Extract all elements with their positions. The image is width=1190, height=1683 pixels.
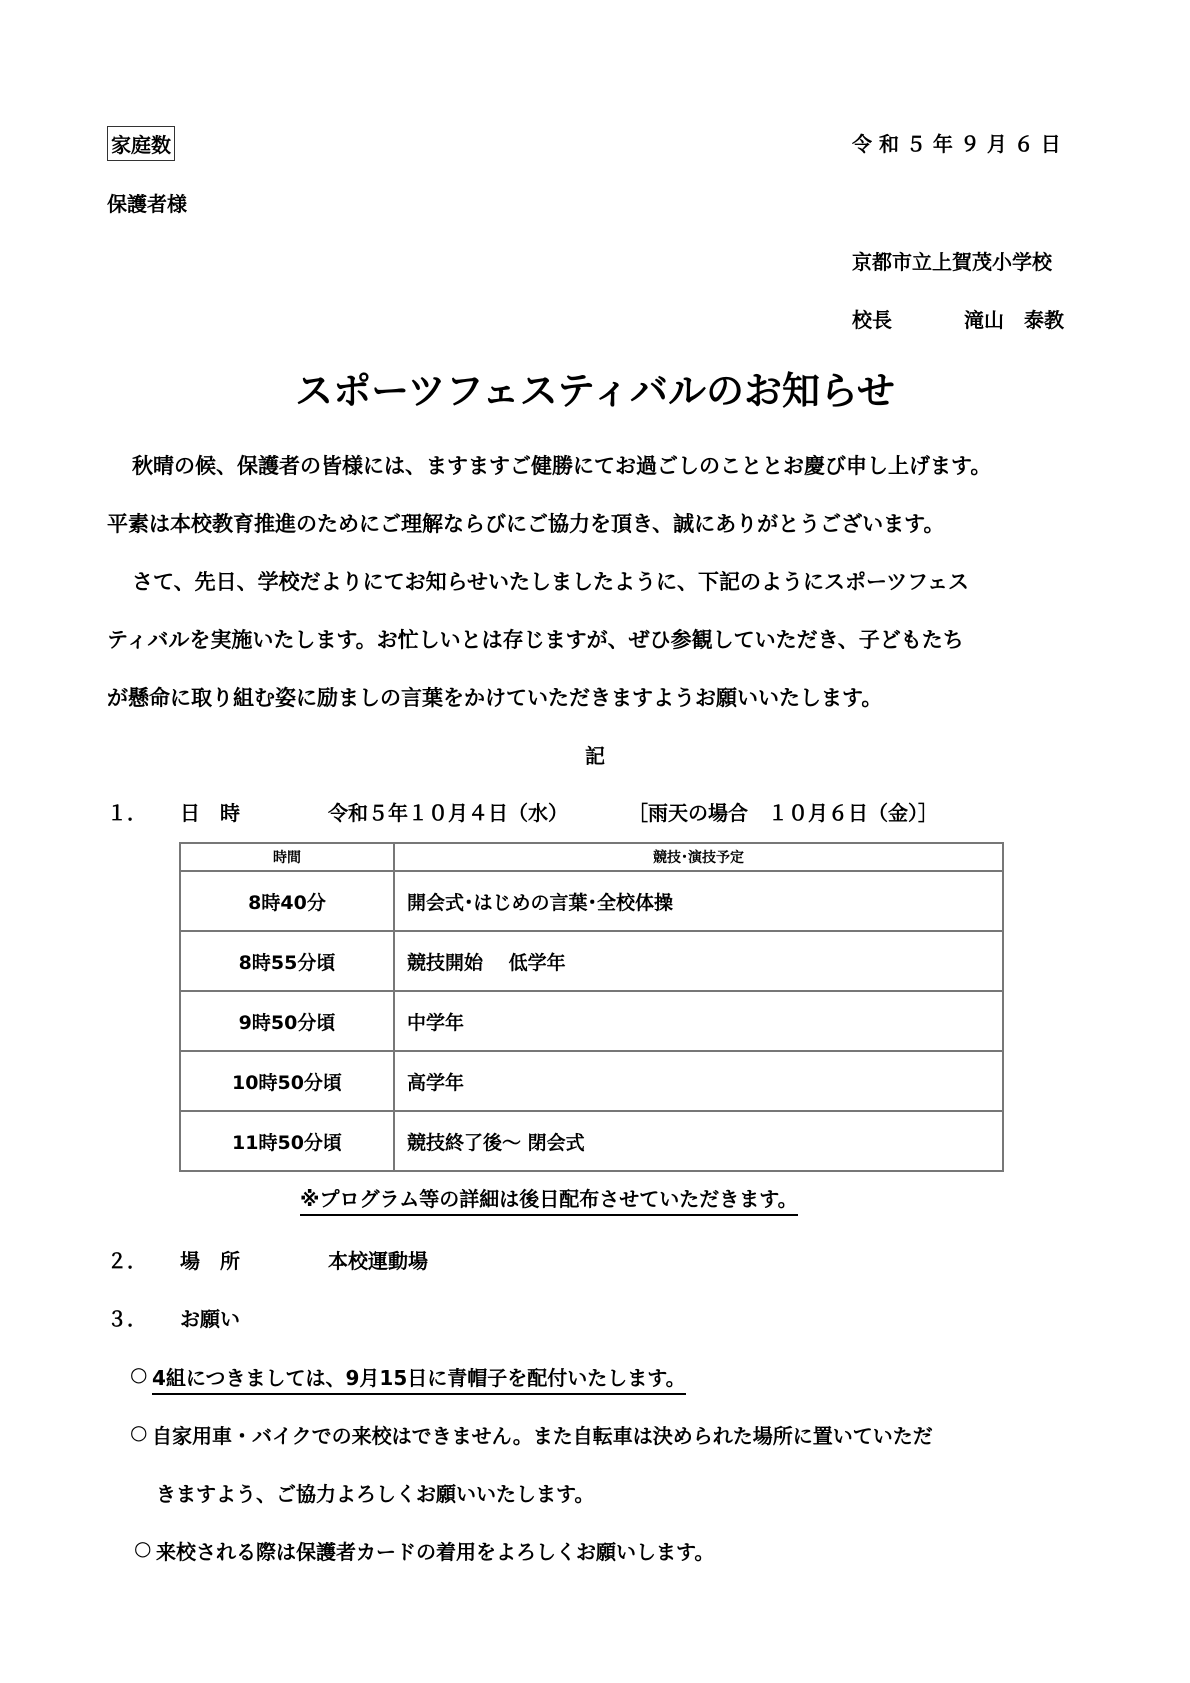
table-row: [180, 1111, 1003, 1171]
section2-value: 本校運動場: [328, 1249, 428, 1273]
principal-title: 校長: [852, 308, 892, 332]
row-program: 競技開始 低学年: [394, 931, 1003, 991]
section1-number: １．: [107, 801, 147, 825]
header-program: 競技･演技予定: [394, 843, 1003, 871]
program-note: ※プログラム等の詳細は後日配布させていただきます。: [300, 1183, 798, 1216]
request-item: 来校される際は保護者カードの着用をよろしくお願いします。: [156, 1540, 715, 1564]
row-program: 開会式･はじめの言葉･全校体操: [394, 871, 1003, 931]
table-row: [180, 871, 1003, 931]
principal-name: 滝山 泰教: [964, 308, 1064, 332]
ki-mark: 記: [585, 744, 605, 768]
body-line: が懸命に取り組む姿に励ましの言葉をかけていただきますようお願いいたします。: [107, 686, 883, 710]
section2-number: ２．: [107, 1249, 147, 1273]
body-line: さて、先日、学校だよりにてお知らせいたしましたように、下記のようにスポーツフェス: [132, 570, 970, 594]
circle-bullet-icon: ○: [130, 1362, 148, 1386]
header-time: 時間: [180, 843, 394, 871]
body-line: ティバルを実施いたします。お忙しいとは存じますが、ぜひ参観していただき、子どもたち: [107, 628, 964, 652]
row-program: 競技終了後～ 閉会式: [394, 1111, 1003, 1171]
request-item: 自家用車・バイクでの来校はできません。また自転車は決められた場所に置いていただ: [152, 1424, 933, 1448]
table-header-row: [180, 843, 1003, 871]
row-time: 11時50分頃: [180, 1111, 394, 1171]
section3-label: お願い: [180, 1307, 240, 1331]
request-item: 4組につきましては、9月15日に青帽子を配付いたします。: [152, 1362, 686, 1395]
school-name: 京都市立上賀茂小学校: [852, 250, 1052, 274]
section1-date: 令和５年１０月４日（水）: [328, 801, 568, 825]
recipient: 保護者様: [107, 192, 187, 216]
section2-label: 場 所: [180, 1249, 240, 1273]
row-program: 高学年: [394, 1051, 1003, 1111]
page-title: スポーツフェスティバルのお知らせ: [295, 369, 895, 413]
table-row: [180, 1051, 1003, 1111]
table-row: [180, 931, 1003, 991]
request-item-continued: きますよう、ご協力よろしくお願いいたします。: [156, 1482, 595, 1506]
category-box: 家庭数: [107, 126, 175, 161]
table-row: [180, 991, 1003, 1051]
row-time: 8時40分: [180, 871, 394, 931]
circle-bullet-icon: ○: [130, 1420, 148, 1444]
body-line: 平素は本校教育推進のためにご理解ならびにご協力を頂き、誠にありがとうございます。: [107, 512, 945, 536]
section3-number: ３．: [107, 1307, 147, 1331]
row-program: 中学年: [394, 991, 1003, 1051]
row-time: 8時55分頃: [180, 931, 394, 991]
row-time: 10時50分頃: [180, 1051, 394, 1111]
row-time: 9時50分頃: [180, 991, 394, 1051]
section1-label: 日 時: [180, 801, 240, 825]
schedule-table: [179, 842, 1004, 1172]
body-line: 秋晴の候、保護者の皆様には、ますますご健勝にてお過ごしのこととお慶び申し上げます。: [132, 454, 992, 478]
section1-rain-date: ［雨天の場合 １０月６日（金）］: [628, 801, 938, 825]
document-date: 令 和 ５ 年 ９ 月 ６ 日: [852, 132, 1061, 156]
circle-bullet-icon: ○: [134, 1536, 152, 1560]
